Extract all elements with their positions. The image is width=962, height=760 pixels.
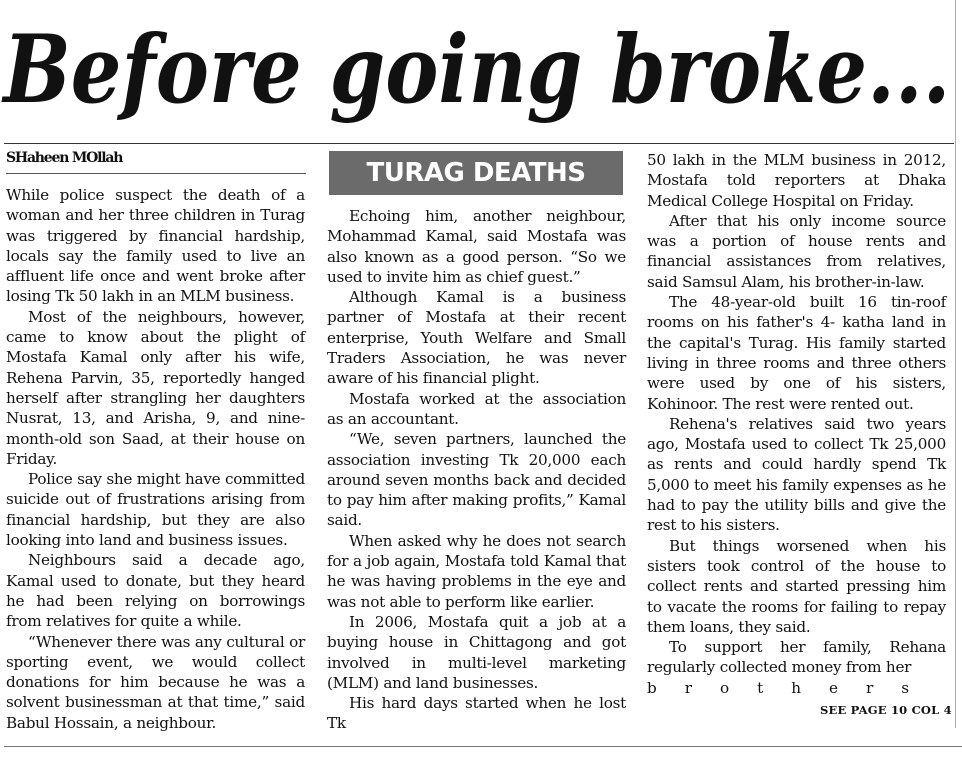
article-column-2: [327, 206, 626, 734]
headline: Before going broke...: [3, 15, 951, 125]
continuation-note[interactable]: SEE PAGE 10 COL 4: [820, 703, 952, 717]
byline-rule: [6, 173, 306, 174]
article-column-3: [647, 150, 946, 698]
paragraph: Although Kamal is a business partner of Mostafa at their recent enterprise, Youth Welfare and Small Traders Association, he was never aware of his financial plight.: [327, 288, 626, 388]
paragraph-line: brothers: [647, 678, 938, 697]
paragraph: After that his only income source was a portion of house rents and financial assistances from relatives, said Samsul Alam, his brother-in-law.: [647, 211, 946, 291]
paragraph: His hard days started when he lost Tk: [327, 694, 626, 733]
paragraph: Neighbours said a decade ago, Kamal used to donate, but they heard he had been relying on borrowings from relatives for quite a while.: [6, 551, 305, 631]
article-column-1: [6, 185, 305, 733]
bottom-rule: [4, 746, 962, 747]
paragraph: To support her family, Rehana regularly collected money from her: [647, 638, 946, 677]
paragraph: When asked why he does not search for a job again, Mostafa told Kamal that he was having problems in the eye and was not able to perform like earlier.: [327, 531, 626, 611]
section-kicker: TURAG DEATHS: [329, 151, 623, 195]
paragraph: 50 lakh in the MLM business in 2012, Mostafa told reporters at Dhaka Medical College Hospital on Friday.: [647, 151, 946, 210]
paragraph: While police suspect the death of a woman and her three children in Turag was triggered by financial hardship, locals say the family used to live an affluent life once and went broke after losing Tk 50 lakh in an MLM business.: [6, 186, 305, 306]
headline-rule: [4, 143, 954, 144]
paragraph: Echoing him, another neighbour, Mohammad Kamal, said Mostafa was also known as a good person. “So we used to invite him as chief guest.”: [327, 207, 626, 286]
byline: SHaheen MOllah: [6, 150, 123, 166]
paragraph: Rehena's relatives said two years ago, Mostafa used to collect Tk 25,000 as rents and could hardly spend Tk 5,000 to meet his family expenses as he had to pay the utility bills and give the rest to his sisters.: [647, 414, 946, 535]
paragraph: Mostafa worked at the association as an accountant.: [327, 389, 626, 428]
page-edge-rule: [955, 0, 956, 728]
paragraph: Police say she might have committed suicide out of frustrations arising from financial hardship, but they are also looking into land and business issues.: [6, 470, 305, 550]
paragraph: But things worsened when his sisters took control of the house to collect rents and started pressing him to vacate the rooms for failing to repay them loans, they said.: [647, 536, 946, 636]
paragraph: “We, seven partners, launched the association investing Tk 20,000 each around seven months back and decided to pay him after making profits,” Kamal said.: [327, 430, 626, 530]
paragraph: In 2006, Mostafa quit a job at a buying house in Chittagong and got involved in multi-level marketing (MLM) and land businesses.: [327, 612, 626, 692]
paragraph: “Whenever there was any cultural or sporting event, we would collect donations for him because he was a solvent businessman at that time,” said Babul Hossain, a neighbour.: [6, 632, 305, 732]
paragraph: The 48-year-old built 16 tin-roof rooms on his father's 4- katha land in the capital's Turag. His family started living in three rooms and three others were used by one of his sisters, Kohinoor. The rest were rented out.: [647, 293, 946, 413]
paragraph: Most of the neighbours, however, came to know about the plight of Mostafa Kamal only after his wife, Rehena Parvin, 35, reportedly hanged herself after strangling her daughters Nusrat, 13, and Arisha, 9, and nine-month-old son Saad, at their house on Friday.: [6, 307, 305, 468]
